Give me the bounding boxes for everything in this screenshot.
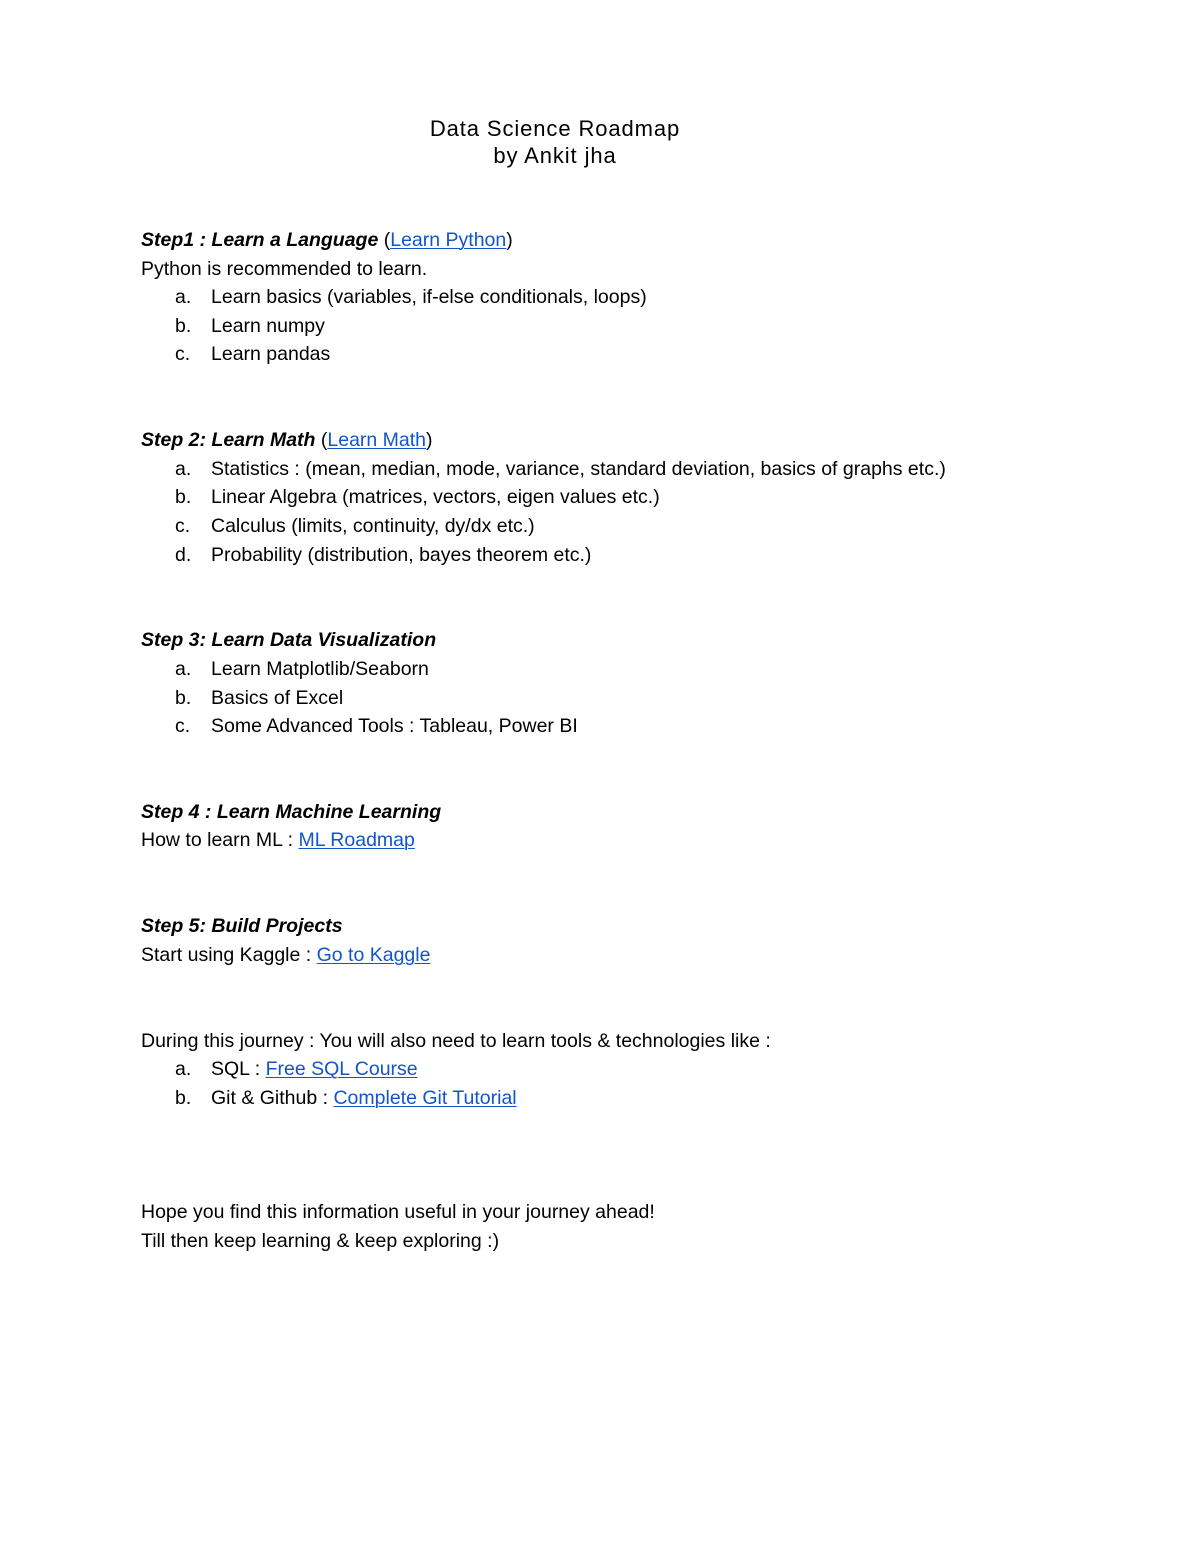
step1-heading	[141, 226, 1101, 255]
list-marker: a.	[175, 457, 192, 480]
list-item-text: Learn Matplotlib/Seaborn	[211, 657, 429, 680]
step5-heading-text: Step 5: Build Projects	[141, 915, 343, 938]
list-item-text: Learn basics (variables, if-else conditionals, loops)	[211, 286, 647, 309]
list-item	[141, 1084, 1101, 1113]
list-item	[141, 340, 1101, 369]
list-item-text: Statistics : (mean, median, mode, variance, standard deviation, basics of graphs etc.)	[211, 457, 946, 480]
list-item	[141, 655, 1101, 684]
step4-heading-text: Step 4 : Learn Machine Learning	[141, 800, 442, 823]
learn-math-link[interactable]: Learn Math	[327, 429, 427, 452]
list-marker: a.	[175, 1058, 192, 1081]
ml-roadmap-link[interactable]: ML Roadmap	[298, 829, 415, 852]
list-item-text: Some Advanced Tools : Tableau, Power BI	[211, 715, 578, 738]
list-marker: b.	[175, 1086, 192, 1109]
list-item	[141, 312, 1101, 341]
spacer	[141, 855, 1101, 912]
step2-close-paren: )	[426, 429, 433, 452]
list-marker: b.	[175, 486, 192, 509]
list-item	[141, 712, 1101, 741]
list-item-text	[211, 1084, 517, 1113]
list-item	[141, 455, 1101, 484]
step2-open-paren: (	[315, 429, 328, 452]
step5-prefix: Start using Kaggle :	[141, 943, 317, 966]
document-body	[141, 226, 1101, 1255]
step1-heading-text: Step1 : Learn a Language	[141, 229, 379, 251]
tools-intro: During this journey : You will also need to learn tools & technologies like :	[141, 1029, 771, 1052]
tool-prefix: SQL :	[211, 1058, 266, 1081]
spacer	[141, 1112, 1101, 1169]
spacer	[141, 369, 1101, 426]
list-marker: c.	[175, 514, 191, 537]
document-title	[0, 115, 1110, 169]
list-item-text: Learn numpy	[211, 314, 325, 337]
list-item	[141, 483, 1101, 512]
spacer	[141, 741, 1101, 798]
list-marker: a.	[175, 657, 192, 680]
spacer	[141, 569, 1101, 626]
step2-heading	[141, 426, 1101, 455]
step5-body	[141, 941, 1101, 970]
step1-open-paren: (	[378, 229, 391, 251]
list-marker: c.	[175, 343, 191, 366]
list-item-text: Learn pandas	[211, 343, 331, 366]
author-line: by Ankit jha	[493, 143, 617, 168]
step1-intro: Python is recommended to learn.	[141, 257, 428, 280]
step5-heading	[141, 912, 1101, 941]
list-marker: d.	[175, 543, 192, 566]
list-marker: b.	[175, 686, 192, 709]
step3-heading	[141, 626, 1101, 655]
list-item-text	[211, 1055, 418, 1084]
spacer	[141, 969, 1101, 1026]
list-item-text: Probability (distribution, bayes theorem etc.)	[211, 543, 592, 566]
complete-git-tutorial-link[interactable]: Complete Git Tutorial	[333, 1086, 517, 1109]
list-item	[141, 1055, 1101, 1084]
title-line: Data Science Roadmap	[429, 116, 681, 141]
step4-heading	[141, 798, 1101, 827]
go-to-kaggle-link[interactable]: Go to Kaggle	[316, 943, 431, 966]
list-item	[141, 512, 1101, 541]
step4-prefix: How to learn ML :	[141, 829, 299, 852]
list-marker: a.	[175, 286, 192, 309]
step4-body	[141, 826, 1101, 855]
closing-line-1: Hope you find this information useful in your journey ahead!	[141, 1201, 655, 1224]
learn-python-link[interactable]: Learn Python	[390, 229, 507, 251]
list-marker: b.	[175, 314, 192, 337]
free-sql-course-link[interactable]: Free SQL Course	[265, 1058, 418, 1081]
list-item	[141, 684, 1101, 713]
spacer	[141, 1170, 1101, 1199]
closing-line-2: Till then keep learning & keep exploring :)	[141, 1229, 500, 1252]
step1-close-paren: )	[506, 229, 513, 251]
step2-heading-text: Step 2: Learn Math	[141, 429, 316, 452]
step3-heading-text: Step 3: Learn Data Visualization	[141, 629, 437, 652]
list-item-text: Basics of Excel	[211, 686, 344, 709]
list-marker: c.	[175, 715, 191, 738]
list-item-text: Calculus (limits, continuity, dy/dx etc.)	[211, 514, 535, 537]
list-item	[141, 283, 1101, 312]
list-item	[141, 541, 1101, 570]
list-item-text: Linear Algebra (matrices, vectors, eigen values etc.)	[211, 486, 660, 509]
tool-prefix: Git & Github :	[211, 1086, 334, 1109]
